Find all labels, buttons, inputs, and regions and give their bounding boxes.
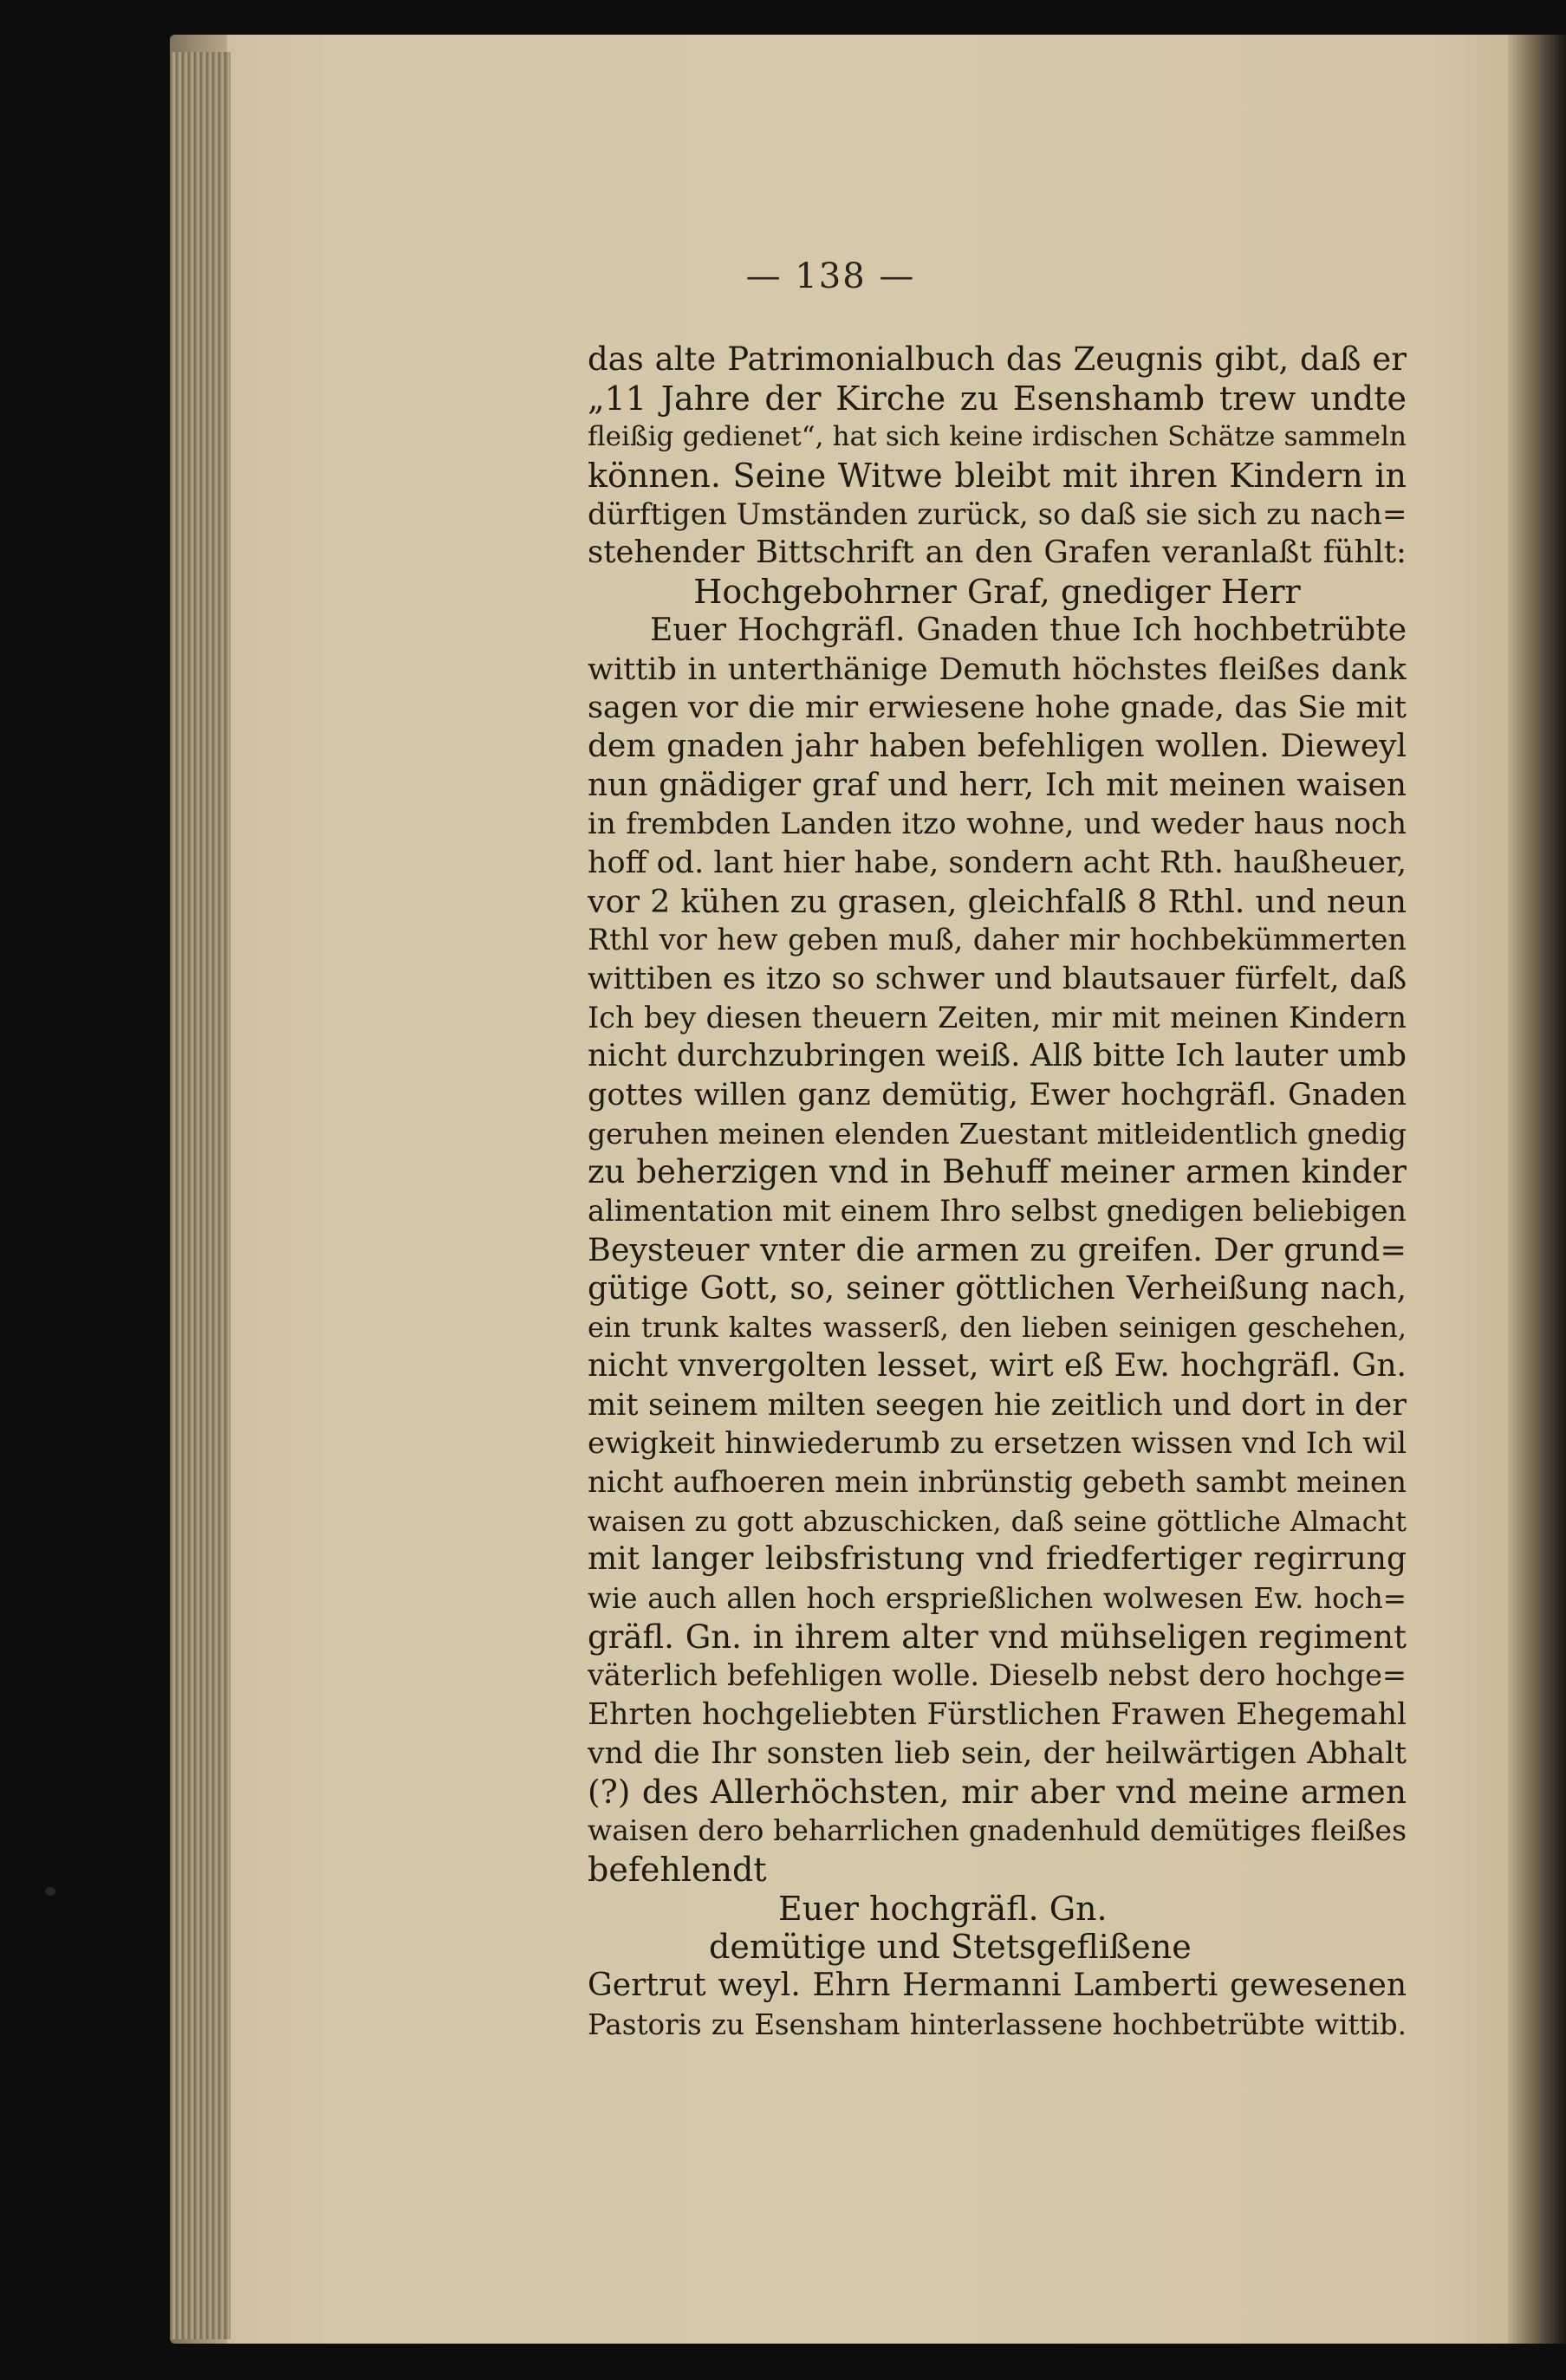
text-line: Euer hochgräfl. Gn.	[778, 1889, 1108, 1928]
text-line: das alte Patrimonialbuch das Zeugnis gibt, daß er	[588, 340, 1407, 378]
text-line: gottes willen ganz demütig, Ewer hochgräfl. Gnaden	[588, 1078, 1407, 1113]
text-line: Hochgebohrner Graf, gnediger Herr	[693, 573, 1301, 612]
text-line: wittib in unterthänige Demuth höchstes fleißes dank	[588, 652, 1407, 687]
text-line: nicht vnvergolten lesset, wirt eß Ew. hochgräfl. Gn.	[588, 1347, 1407, 1384]
page-number: — 138 —	[745, 256, 916, 296]
text-line: nicht aufhoeren mein inbrünstig gebeth sambt meinen	[588, 1464, 1407, 1500]
text-line: gräfl. Gn. in ihrem alter vnd mühseligen regiment	[588, 1618, 1407, 1656]
text-line: gütige Gott, so, seiner göttlichen Verheißung nach,	[588, 1270, 1407, 1307]
text-line: hoff od. lant hier habe, sondern acht Rth. haußheuer,	[588, 845, 1407, 880]
text-line: dürftigen Umständen zurück, so daß sie sich zu nach=	[588, 496, 1407, 532]
text-line: wie auch allen hoch ersprießlichen wolwesen Ew. hoch=	[588, 1582, 1407, 1615]
text-line: zu beherzigen vnd in Behuff meiner armen kinder	[588, 1153, 1407, 1191]
page-edges	[170, 52, 231, 2339]
text-line: wittiben es itzo so schwer und blautsauer fürfelt, daß	[588, 962, 1407, 996]
dust-speck	[45, 1887, 55, 1896]
text-line: vor 2 kühen zu grasen, gleichfalß 8 Rthl. und neun	[588, 882, 1407, 920]
text-line: Euer Hochgräfl. Gnaden thue Ich hochbetrübte	[650, 612, 1407, 648]
text-line: Ich bey diesen theuern Zeiten, mir mit meinen Kindern	[588, 1000, 1407, 1034]
text-line: Gertrut weyl. Ehrn Hermanni Lamberti gewesenen	[588, 1967, 1407, 2003]
text-line: Beysteuer vnter die armen zu greifen. Der grund=	[588, 1230, 1407, 1268]
text-line: nicht durchzubringen weiß. Alß bitte Ich lauter umb	[588, 1038, 1407, 1074]
gutter-shadow	[1508, 35, 1566, 2344]
text-line: (?) des Allerhöchsten, mir aber vnd meine armen	[588, 1773, 1407, 1812]
text-line: mit langer leibsfristung vnd friedfertiger regirrung	[588, 1541, 1407, 1578]
text-line: demütige und Stetsgeflißene	[709, 1928, 1192, 1967]
text-line: können. Seine Witwe bleibt mit ihren Kindern in	[588, 457, 1407, 496]
text-line: waisen zu gott abzuschicken, daß seine göttliche Almacht	[588, 1504, 1407, 1538]
text-line: „11 Jahre der Kirche zu Esenshamb trew undte	[588, 379, 1407, 418]
text-line: alimentation mit einem Ihro selbst gnedigen beliebigen	[588, 1194, 1407, 1229]
text-line: waisen dero beharrlichen gnadenhuld demütiges fleißes	[588, 1813, 1407, 1848]
text-line: Ehrten hochgeliebten Fürstlichen Frawen Ehegemahl	[588, 1697, 1407, 1733]
text-line: in frembden Landen itzo wohne, und weder haus noch	[588, 807, 1407, 842]
text-line: vnd die Ihr sonsten lieb sein, der heilwärtigen Abhalt	[588, 1735, 1407, 1771]
text-line: dem gnaden jahr haben befehligen wollen. Dieweyl	[588, 728, 1407, 764]
text-line: ein trunk kaltes wasserß, den lieben seinigen geschehen,	[588, 1311, 1407, 1345]
body-text	[588, 340, 1407, 2044]
text-line: stehender Bittschrift an den Grafen veranlaßt fühlt:	[588, 535, 1407, 571]
text-line: sagen vor die mir erwiesene hohe gnade, das Sie mit	[588, 691, 1407, 726]
text-line: Rthl vor hew geben muß, daher mir hochbekümmerten	[588, 923, 1407, 957]
text-line: väterlich befehligen wolle. Dieselb nebst dero hochge=	[588, 1658, 1407, 1693]
text-line: befehlendt	[588, 1850, 767, 1889]
text-line: fleißig gedienet“, hat sich keine irdischen Schätze sammeln	[588, 421, 1407, 453]
text-line: mit seinem milten seegen hie zeitlich und dort in der	[588, 1387, 1407, 1423]
text-line: ewigkeit hinwiederumb zu ersetzen wissen vnd Ich wil	[588, 1426, 1407, 1462]
text-line: geruhen meinen elenden Zuestant mitleidentlich gnedig	[588, 1116, 1407, 1151]
text-line: Pastoris zu Esensham hinterlassene hochbetrübte wittib.	[588, 2007, 1407, 2041]
text-line: nun gnädiger graf und herr, Ich mit meinen waisen	[588, 767, 1407, 803]
